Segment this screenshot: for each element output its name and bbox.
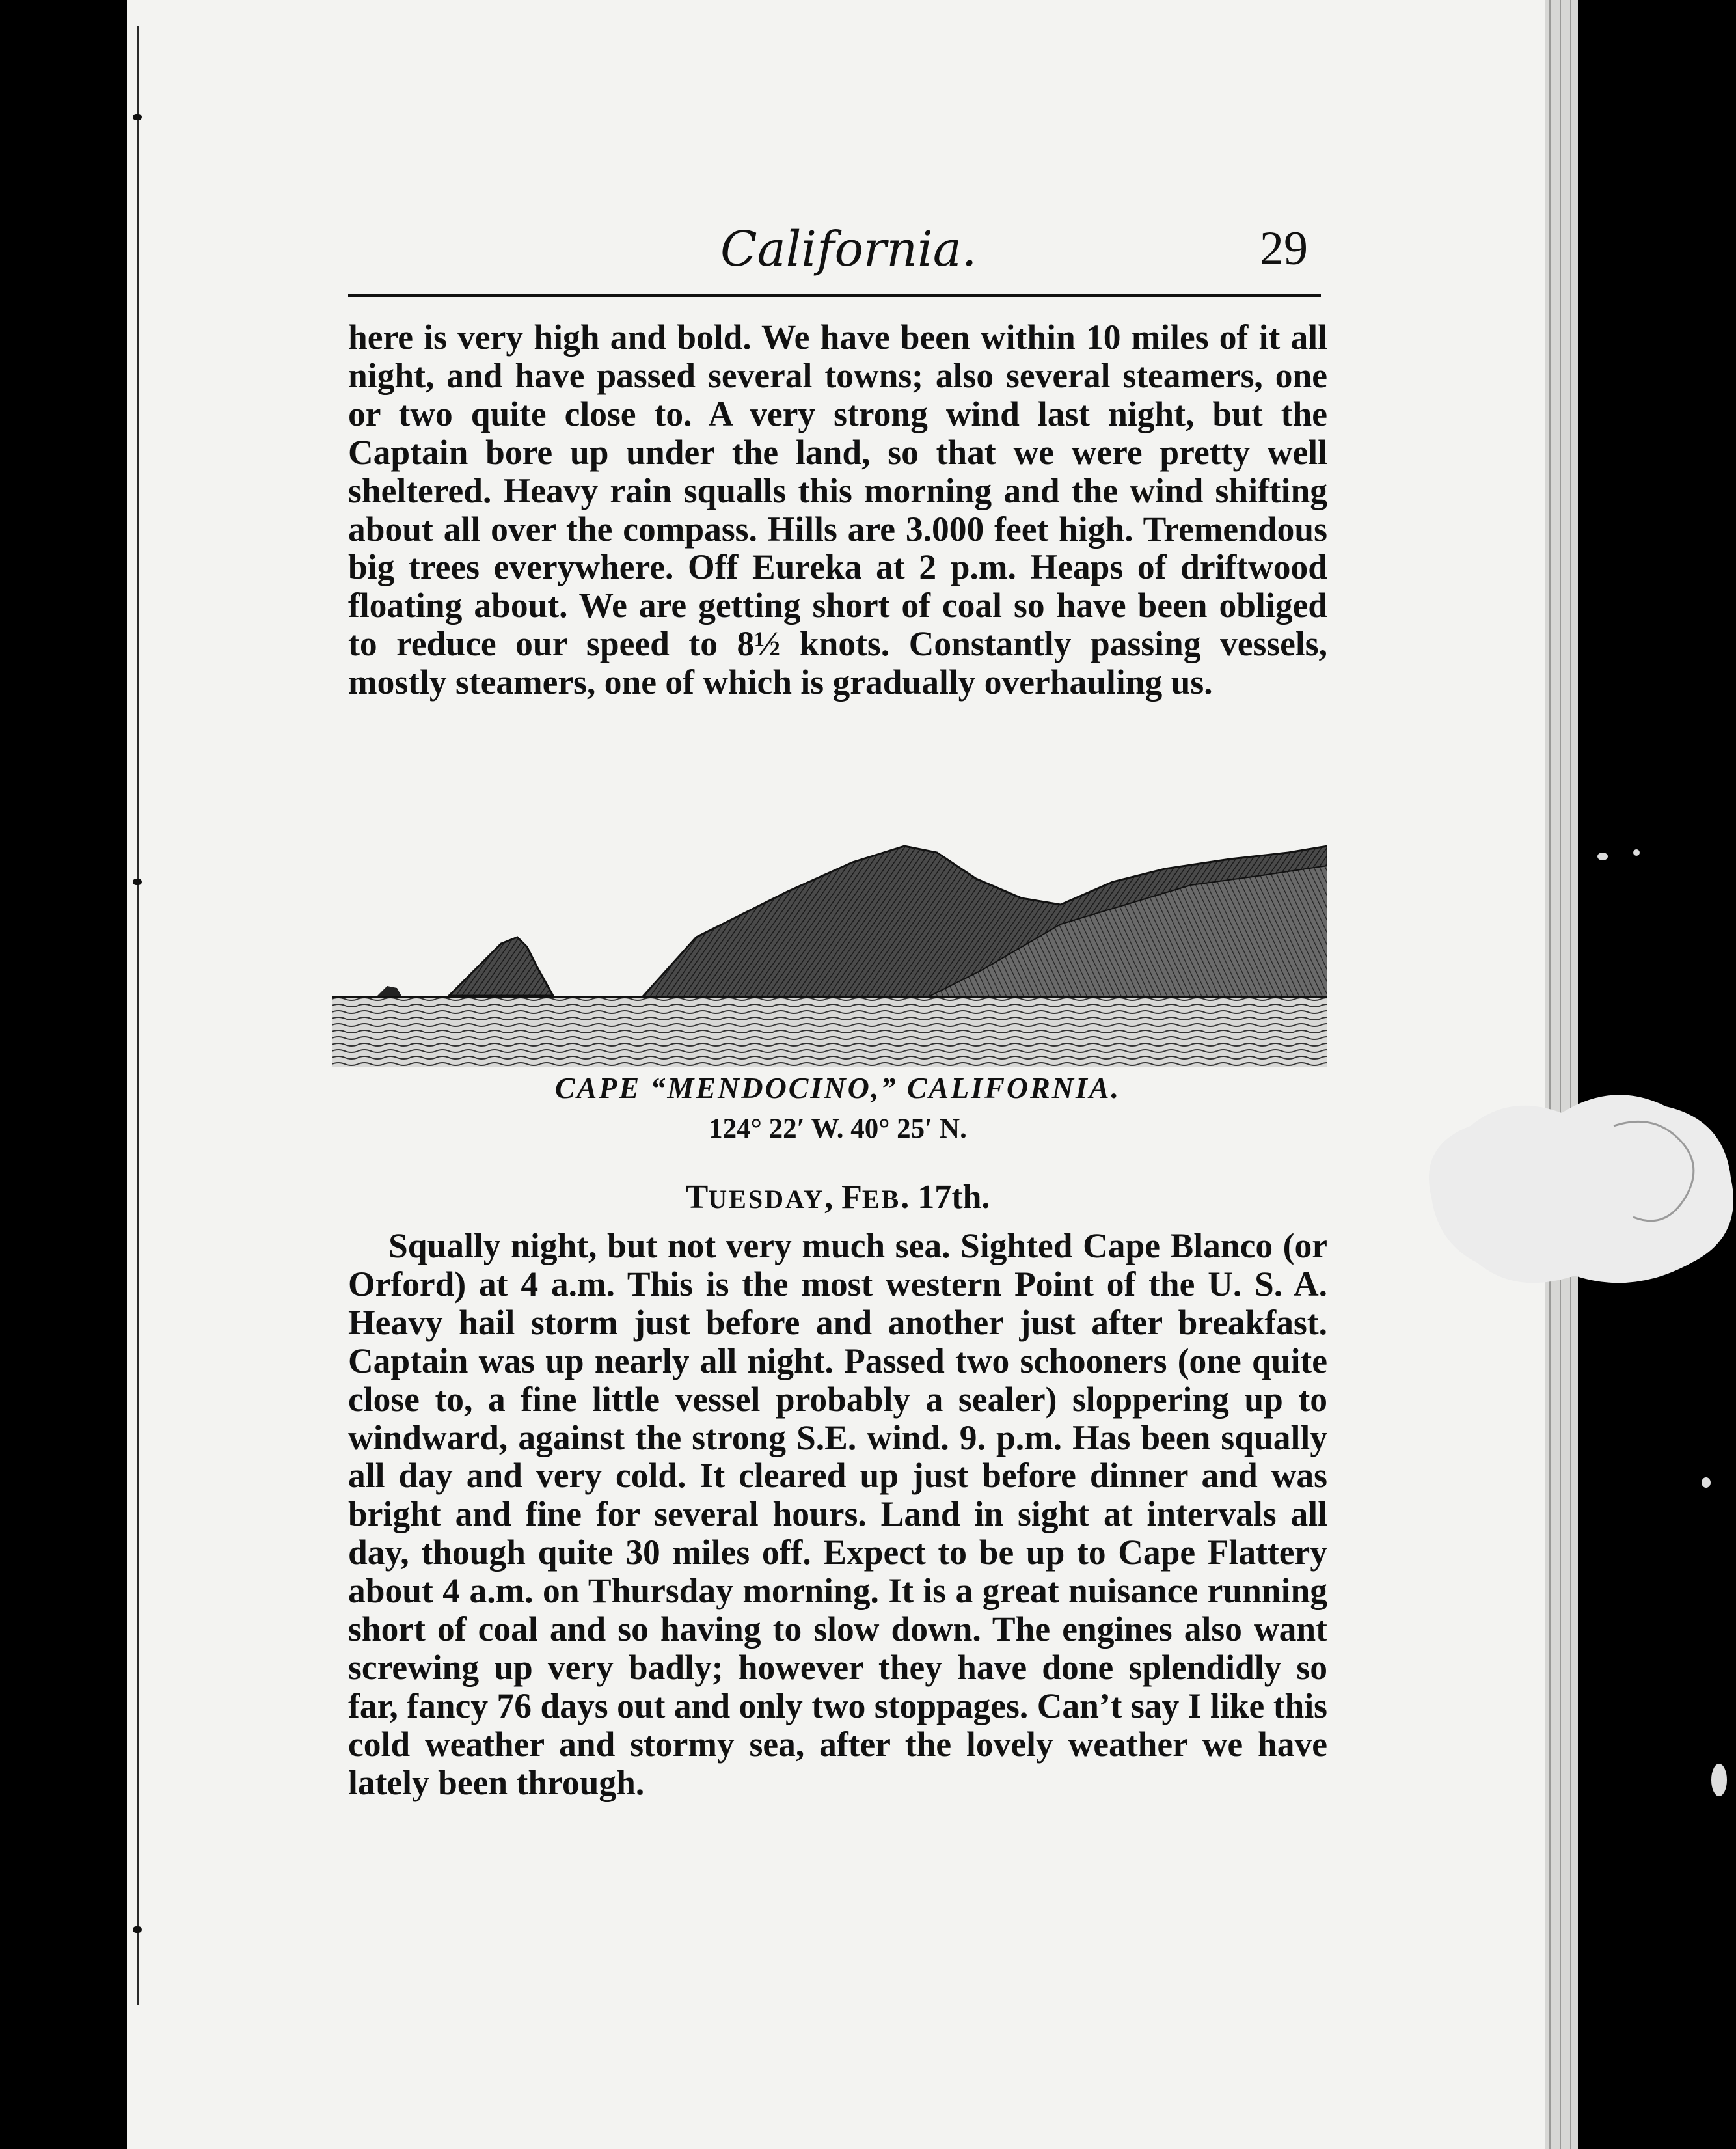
edge-speck (1597, 853, 1608, 860)
illustration-caption: CAPE “MENDOCINO,” CALIFORNIA. (554, 1071, 1121, 1104)
page-number: 29 (1260, 222, 1308, 275)
cape-mendocino-engraving (332, 807, 1327, 1067)
body-paragraph-tuesday-entry: Squally night, but not very much sea. Sighted Cape Blanco (or Orford) at 4 a.m. This is the most western Point of the U. S. A. Heavy hail storm just before and another just after breakfast. Captain was up nearly all night. Passed two schooners (one quite close to, a fine little vessel probably a sealer) sloppering up to windward, against the strong S.E. wind. 9. p.m. Has been squally all day and very cold. It cleared up just before dinner and was bright and fine for several hours. Land in sight at intervals all day, though quite 30 miles off. Expect to be up to Cape Flattery about 4 a.m. on Thursday morning. It is a great nuisance running short of coal and so having to slow down. The engines also want screwing up very badly; however they have done splendidly so far, fancy 76 days out and only two stoppages. Can’t say I like this cold weather and stormy sea, after the lovely weather we have lately been through. (348, 1226, 1327, 1802)
edge-speck (1711, 1764, 1727, 1796)
paper-stain (1418, 1067, 1736, 1302)
edge-speck (1633, 849, 1640, 856)
edge-speck (1702, 1477, 1711, 1488)
page-header (348, 221, 1321, 306)
running-title: California. (720, 221, 977, 277)
header-rule (348, 294, 1321, 297)
entry-date-heading: TUESDAY, FEB. 17th. (685, 1179, 990, 1216)
binding-edge (137, 26, 139, 2005)
illustration-coordinates: 124° 22′ W. 40° 25′ N. (709, 1114, 967, 1144)
body-paragraph-previous-entry: here is very high and bold. We have been within 10 miles of it all night, and have passed several towns; also several steamers, one or two quite close to. A very strong wind last night, but the Captain bore up under the land, so that we were pretty well sheltered. Heavy rain squalls this morning and the wind shifting about all over the compass. Hills are 3.000 feet high. Tremendous big trees everywhere. Off Eureka at 2 p.m. Heaps of driftwood floating about. We are getting short of coal so have been obliged to reduce our speed to 8½ knots. Constantly passing vessels, mostly steamers, one of which is gradually overhauling us. (348, 318, 1327, 702)
